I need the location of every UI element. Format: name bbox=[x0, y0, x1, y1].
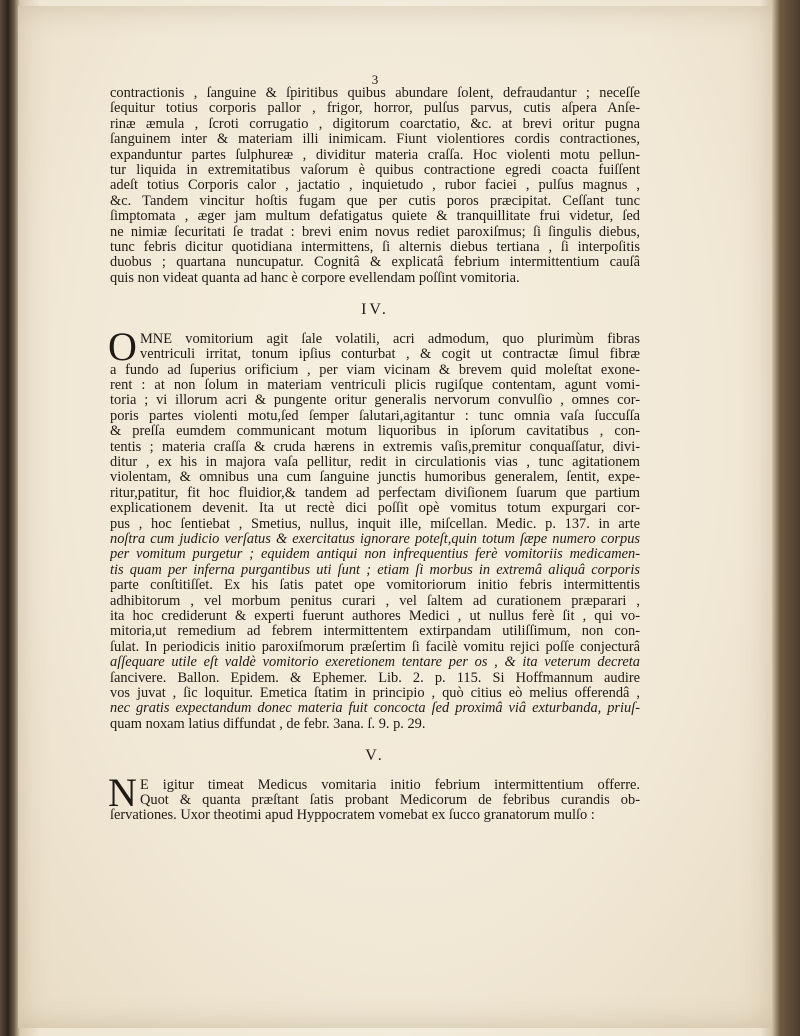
text-line: mitoria,ut remedium ad febrem intermittentem extirpandam utiliſſimum, non con- bbox=[110, 624, 640, 640]
drop-cap-n: N bbox=[108, 769, 137, 815]
text-line: noſtra cum judicio verſatus & exercitatus ignorare poteſt,quin totum ſæpe numero corpus bbox=[110, 531, 640, 547]
text-line: per vomitum purgetur ; equidem antiqui non infrequentius ferè vomitoriis medicamen- bbox=[110, 547, 640, 563]
text-line: tentis ; materia craſſa & cruda hærens in extremis vaſis,premitur conquaſſatur, divi- bbox=[110, 439, 640, 455]
text-line: ditur , ex his in majora vaſa pellitur, redit in circulationis vias , tunc agitationem bbox=[110, 454, 640, 470]
paragraph-1 bbox=[110, 86, 640, 286]
paragraph-3 bbox=[108, 769, 640, 824]
text-line: MNE vomitorium agit ſale volatili, acri admodum, quo plurimùm fibras bbox=[140, 331, 640, 347]
text-line: ſanguinem inter & materiam illi inimicam. Fiunt violentiores cordis contractiones, bbox=[110, 132, 640, 148]
text-line: ſimptomata , æger jam multum defatigatus quiete & tranquillitate frui videtur, ſed bbox=[110, 209, 640, 225]
text-line: E igitur timeat Medicus vomitaria initio febrium intermittentium offerre. bbox=[140, 777, 640, 793]
text-line: vos juvat , ſic loquitur. Emetica ſtatim in principio , quò citius eò melius offerendâ , bbox=[110, 686, 640, 702]
text-line: rinæ æmula , ſcroti corrugatio , digitorum coarctatio, &c. at brevi oritur pugna bbox=[110, 116, 640, 132]
page-number: 3 bbox=[371, 72, 379, 87]
text-line: tis quam per inferna purgantibus uti ſunt ; etiam ſi morbus in extremâ aliquâ corporis bbox=[110, 562, 640, 578]
text-line: quam noxam latius diffundat , de febr. 3ana. ſ. 9. p. 29. bbox=[110, 716, 426, 732]
text-line: aſſequare utile eſt valdè vomitorio exeretionem tentare per os , & ita veterum decreta bbox=[110, 655, 640, 671]
text-line: explicationem devenit. Ita ut rectè dici poſſit opè vomitus totum expurgari cor- bbox=[110, 501, 640, 517]
text-line: duobus ; quartana nuncupatur. Cognitâ & explicatâ febrium intermittentium cauſâ bbox=[110, 255, 640, 271]
text-line: a fundo ad ſuperius orificium , per viam vicinam & brevem quid moleſtat exone- bbox=[110, 362, 640, 378]
text-line: ſancivere. Ballon. Epidem. & Ephemer. Lib. 2. p. 115. Si Hoffmannum audire bbox=[110, 670, 640, 686]
text-line: & preſſa eumdem communicant motum liquoribus in ipſorum cavitatibus , con- bbox=[110, 424, 640, 440]
text-line: adhibitorum , vel morbum penitus curari , vel ſaltem ad curationem præparari , bbox=[110, 593, 640, 609]
text-line: poris partes violenti motu,ſed ſemper ſalutari,agitantur : tunc omnia vaſa ſuccuſſa bbox=[110, 408, 640, 424]
section-heading-iv: IV. bbox=[361, 301, 389, 319]
paragraph-2 bbox=[108, 323, 640, 733]
text-line: contractionis , ſanguine & ſpiritibus quibus abundare ſolent, defraudantur ; neceſſe bbox=[110, 86, 640, 101]
text-line: ſulat. In periodicis initio paroxiſmorum præſertim ſi facilè vomitu rejici poſſe conjecturâ bbox=[110, 639, 640, 655]
text-line: rent : at non ſolum in materiam ventriculi plicis rugiſque contentam, agunt vomi- bbox=[110, 377, 640, 393]
text-line: quis non videat quanta ad hanc è corpore evellendam poſſint vomitoria. bbox=[110, 270, 520, 286]
text-line: toria ; vi illorum acri & pungente oritur generalis nervorum convulſio , omnes cor- bbox=[110, 393, 640, 409]
text-line: tunc febris dicitur quotidiana intermittens, ſi alternis diebus tertiana , ſi interpoſitis bbox=[110, 240, 640, 256]
text-line: ne nimiæ ſecuritati ſe tradat : brevi enim novus rediet paroxiſmus; ſi ſingulis diebus, bbox=[110, 224, 640, 240]
text-line: Quot & quanta præſtant ſatis probant Medicorum de febribus curandis ob- bbox=[140, 793, 640, 809]
text-line: &c. Tandem vincitur hoſtis fugam que per cutis poros præcipitat. Ceſſant tunc bbox=[110, 193, 640, 209]
text-line: parte conſtitiſſet. Ex his ſatis patet ope vomitoriorum initio febris intermittentis bbox=[110, 578, 640, 594]
text-line: ſequitur totius corporis pallor , frigor, horror, pulſus parvus, cutis aſpera Anſe- bbox=[110, 101, 640, 117]
text-line: expanduntur partes ſulphureæ , dividitur materia craſſa. Hoc violenti motu pellun- bbox=[110, 147, 640, 163]
text-line: ſervationes. Uxor theotimi apud Hyppocratem vomebat ex ſucco granatorum mulſo : bbox=[110, 808, 595, 824]
text-line: nec gratis expectandum donec materia fuit concocta ſed proximâ viâ exturbanda, priuſ- bbox=[110, 701, 640, 717]
text-line: adeſt totius Corporis calor , jactatio , inquietudo , rubor faciei , pulſus magnus , bbox=[110, 178, 640, 194]
page-text bbox=[110, 74, 640, 824]
text-line: ritur,patitur, fit hoc fluidior,& tandem ad perfectam diviſionem ſuarum que partium bbox=[110, 485, 640, 501]
drop-cap-o: O bbox=[108, 323, 137, 369]
text-line: pus , hoc ſentiebat , Smetius, nullus, inquit ille, miſcellan. Medic. p. 137. in arte bbox=[110, 516, 640, 532]
text-line: violentam, & omnibus una cum ſanguine junctis humoribus generalem, ſentit, expe- bbox=[110, 470, 640, 486]
text-line: ventriculi irritat, tonum ipſius conturbat , & cogit ut contractæ ſimul fibræ bbox=[140, 347, 640, 363]
text-line: tur liquida in extremitatibus vaſorum è quibus contractione egredi coacta fuiſſent bbox=[110, 163, 640, 179]
text-line: ita hoc crediderunt & experti fuerunt authores Medici , ut nullus ferè ſit , qui vo- bbox=[110, 609, 640, 624]
book-page bbox=[18, 6, 772, 1028]
section-heading-v: V. bbox=[365, 747, 385, 765]
